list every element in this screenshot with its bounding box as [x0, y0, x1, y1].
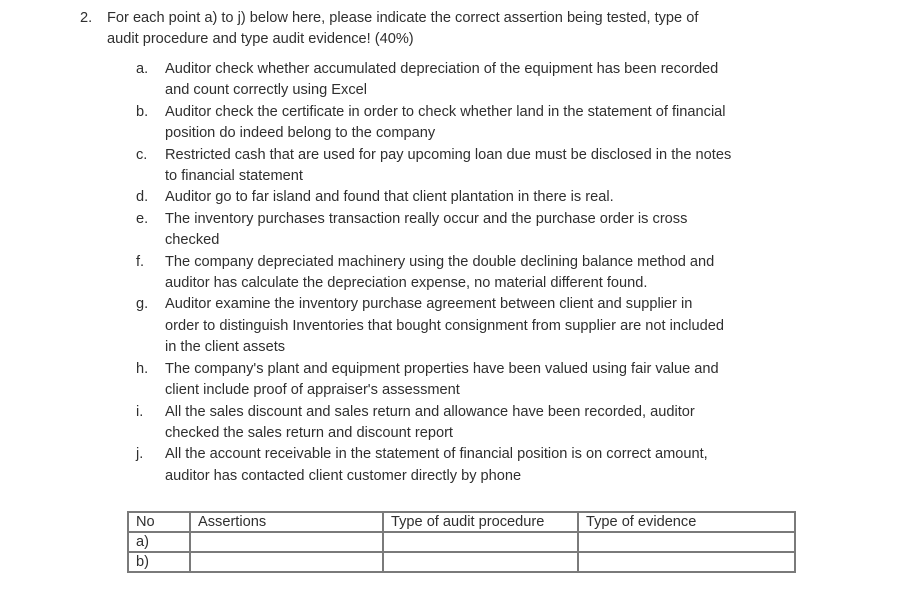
list-item-d	[136, 187, 816, 208]
item-text-line: and count correctly using Excel	[165, 82, 367, 99]
cell-assertions[interactable]	[190, 552, 383, 572]
question-text-line-2: audit procedure and type audit evidence! (40%)	[107, 31, 414, 48]
cell-audit-procedure[interactable]	[383, 532, 578, 552]
table-header-row	[128, 512, 795, 532]
item-text-line: Restricted cash that are used for pay upcoming loan due must be disclosed in the notes	[165, 146, 732, 163]
item-marker: h.	[136, 360, 149, 377]
item-marker: f.	[136, 253, 145, 270]
item-marker: c.	[136, 146, 148, 163]
item-marker: b.	[136, 103, 149, 120]
item-text-line: All the account receivable in the statement of financial position is on correct amount,	[165, 446, 708, 463]
item-text-line: The company depreciated machinery using the double declining balance method and	[165, 253, 715, 270]
list-item-a	[136, 59, 816, 102]
table-row	[128, 532, 795, 552]
list-item-b	[136, 102, 816, 145]
table-row	[128, 552, 795, 572]
question-text-line-1: For each point a) to j) below here, please indicate the correct assertion being tested, type of	[107, 10, 699, 26]
question-items-list	[136, 59, 816, 487]
header-no: No	[128, 512, 190, 532]
item-text-line: Auditor go to far island and found that client plantation in there is real.	[165, 189, 614, 206]
item-text-line: All the sales discount and sales return and allowance have been recorded, auditor	[165, 403, 695, 420]
list-item-i	[136, 402, 816, 445]
item-text-line: Auditor check the certificate in order to check whether land in the statement of financial	[165, 103, 726, 120]
cell-no: a)	[128, 532, 190, 552]
item-text-line: The company's plant and equipment properties have been valued using fair value and	[165, 360, 719, 377]
item-marker: e.	[136, 210, 149, 227]
header-audit-procedure: Type of audit procedure	[383, 512, 578, 532]
list-item-j	[136, 444, 816, 487]
item-marker: d.	[136, 189, 149, 206]
item-text-line: auditor has contacted client customer directly by phone	[165, 467, 522, 484]
question-2	[80, 8, 800, 51]
header-assertions: Assertions	[190, 512, 383, 532]
cell-evidence[interactable]	[578, 532, 795, 552]
list-item-c	[136, 145, 816, 188]
item-marker: g.	[136, 296, 149, 313]
item-text-line: checked the sales return and discount report	[165, 424, 453, 441]
item-text-line: checked	[165, 232, 220, 249]
cell-audit-procedure[interactable]	[383, 552, 578, 572]
item-text-line: position do indeed belong to the company	[165, 125, 436, 142]
item-marker: a.	[136, 61, 149, 77]
item-text-line: auditor has calculate the depreciation expense, no material different found.	[165, 275, 648, 292]
header-evidence: Type of evidence	[578, 512, 795, 532]
item-marker: i.	[136, 403, 144, 420]
list-item-f	[136, 252, 816, 295]
item-marker: j.	[136, 446, 144, 463]
list-item-h	[136, 359, 816, 402]
item-text-line: order to distinguish Inventories that bought consignment from supplier are not included	[165, 317, 724, 334]
item-text-line: to financial statement	[165, 168, 303, 185]
question-number: 2.	[80, 10, 93, 26]
cell-no: b)	[128, 552, 190, 572]
item-text-line: in the client assets	[165, 339, 286, 356]
cell-evidence[interactable]	[578, 552, 795, 572]
item-text-line: Auditor check whether accumulated depreciation of the equipment has been recorded	[165, 61, 719, 77]
list-item-g	[136, 294, 816, 358]
cell-assertions[interactable]	[190, 532, 383, 552]
item-text-line: The inventory purchases transaction really occur and the purchase order is cross	[165, 210, 688, 227]
answer-table	[127, 511, 796, 573]
item-text-line: client include proof of appraiser's assessment	[165, 382, 460, 399]
item-text-line: Auditor examine the inventory purchase agreement between client and supplier in	[165, 296, 693, 313]
list-item-e	[136, 209, 816, 252]
